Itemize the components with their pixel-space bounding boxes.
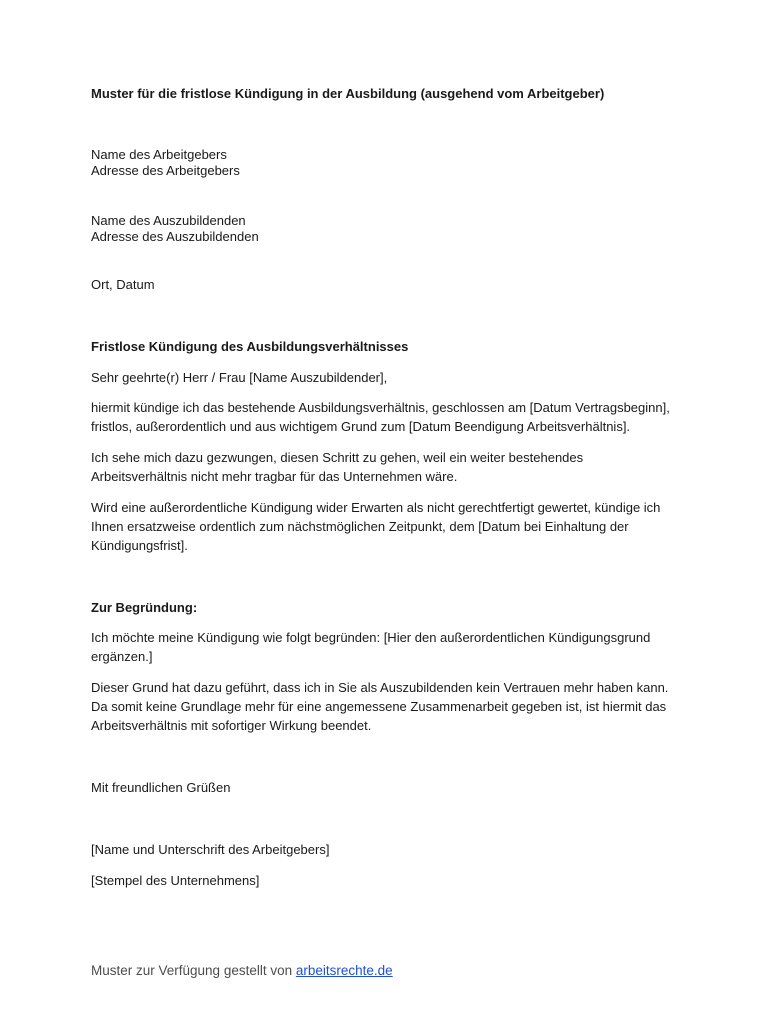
paragraph-line: Dieser Grund hat dazu geführt, dass ich in Sie als Auszubildenden kein Vertrauen mehr haben kann. bbox=[91, 680, 669, 695]
footer-text: Muster zur Verfügung gestellt von bbox=[91, 963, 296, 978]
paragraph-line: hiermit kündige ich das bestehende Ausbildungsverhältnis, geschlossen am [Datum Vertragsbeginn], bbox=[91, 400, 670, 415]
employer-name: Name des Arbeitgebers bbox=[91, 147, 227, 162]
reason-paragraph-2 bbox=[91, 678, 691, 735]
place-date: Ort, Datum bbox=[91, 277, 155, 292]
footer-link[interactable]: arbeitsrechte.de bbox=[295, 963, 393, 978]
employer-address: Adresse des Arbeitgebers bbox=[91, 163, 240, 178]
paragraph-line: Kündigungsfrist]. bbox=[91, 538, 188, 553]
paragraph-1 bbox=[91, 398, 691, 436]
document-title: Muster für die fristlose Kündigung in der Ausbildung (ausgehend vom Arbeitgeber) bbox=[91, 86, 605, 101]
paragraph-line: Ich sehe mich dazu gezwungen, diesen Schritt zu gehen, weil ein weiter bestehendes bbox=[91, 450, 584, 465]
trainee-address: Adresse des Auszubildenden bbox=[91, 229, 259, 244]
reason-heading: Zur Begründung: bbox=[91, 600, 198, 615]
footer-credit bbox=[91, 962, 393, 980]
subject-line: Fristlose Kündigung des Ausbildungsverhältnisses bbox=[91, 339, 409, 354]
paragraph-line: Ihnen ersatzweise ordentlich zum nächstmöglichen Zeitpunkt, dem [Datum bei Einhaltung der bbox=[91, 519, 629, 534]
paragraph-line: Ich möchte meine Kündigung wie folgt begründen: [Hier den außerordentlichen Kündigungsgrund bbox=[91, 630, 651, 645]
stamp-placeholder: [Stempel des Unternehmens] bbox=[91, 873, 260, 888]
signature-placeholder: [Name und Unterschrift des Arbeitgebers] bbox=[91, 842, 330, 857]
paragraph-line: Wird eine außerordentliche Kündigung wider Erwarten als nicht gerechtfertigt gewertet, kündige ich bbox=[91, 500, 661, 515]
paragraph-2 bbox=[91, 448, 691, 486]
reason-paragraph-1 bbox=[91, 628, 691, 666]
paragraph-line: Arbeitsverhältnis nicht mehr tragbar für das Unternehmen wäre. bbox=[91, 469, 458, 484]
trainee-name: Name des Auszubildenden bbox=[91, 213, 246, 228]
paragraph-line: Arbeitsverhältnis mit sofortiger Wirkung beendet. bbox=[91, 718, 372, 733]
trainee-block bbox=[91, 213, 691, 245]
employer-block bbox=[91, 147, 691, 179]
paragraph-line: Da somit keine Grundlage mehr für eine angemessene Zusammenarbeit gegeben ist, ist hiermit das bbox=[91, 699, 667, 714]
paragraph-line: fristlos, außerordentlich und aus wichtigem Grund zum [Datum Beendigung Arbeitsverhältnis]. bbox=[91, 419, 631, 434]
closing-line: Mit freundlichen Grüßen bbox=[91, 780, 231, 795]
salutation: Sehr geehrte(r) Herr / Frau [Name Auszubildender], bbox=[91, 370, 388, 385]
paragraph-line: ergänzen.] bbox=[91, 649, 153, 664]
paragraph-3 bbox=[91, 498, 691, 555]
